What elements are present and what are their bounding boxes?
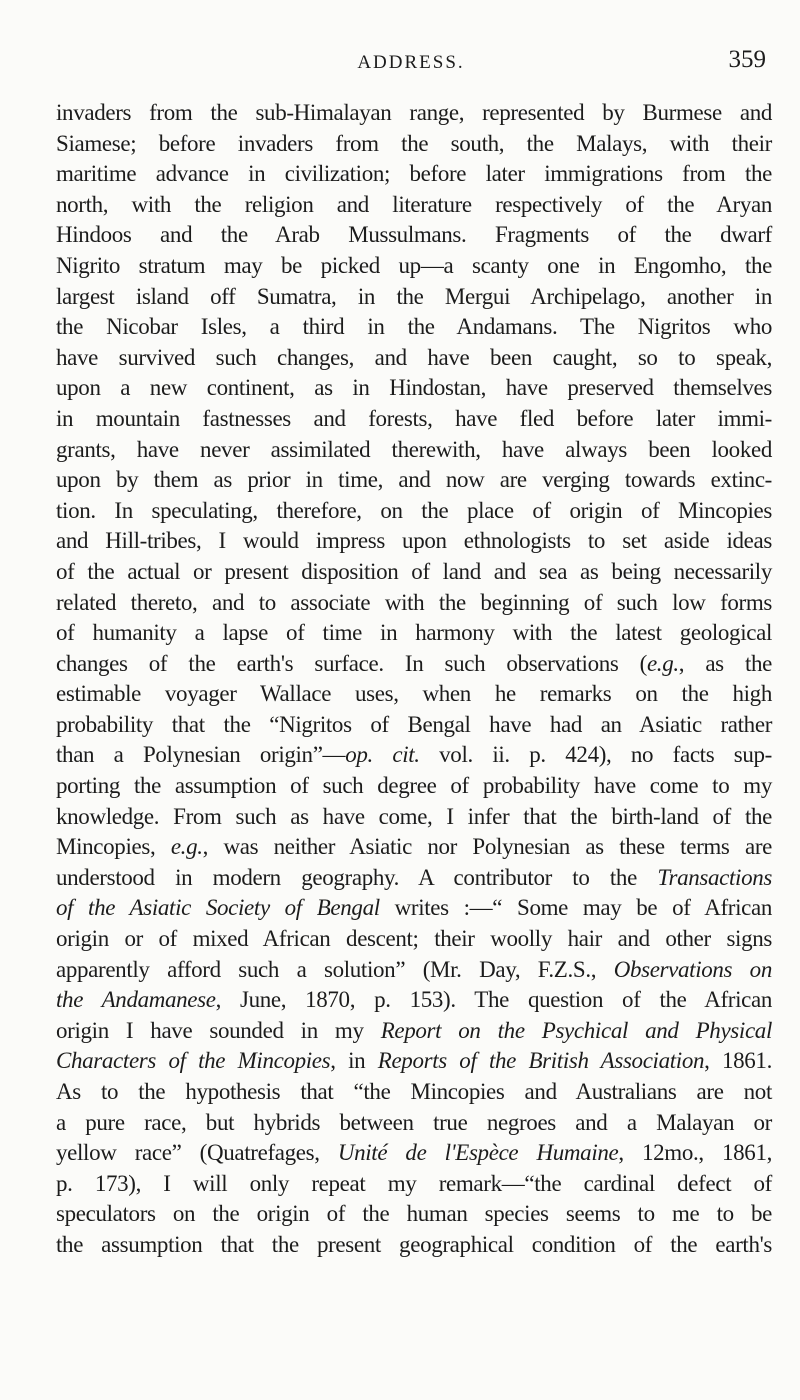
text-line (56, 740, 772, 771)
text-line (56, 373, 772, 404)
text-line (56, 924, 772, 955)
italic-run: e.g. (170, 834, 203, 860)
text-run: the Nicobar Isles, a third in the Andamans. The Nigritos who (56, 314, 772, 340)
text-line (56, 1138, 772, 1169)
text-run: knowledge. From such as have come, I infer that the birth-land of the (56, 803, 772, 829)
body-paragraph (56, 98, 772, 1261)
text-line (56, 771, 772, 802)
text-run: origin I have sounded in my (56, 1017, 381, 1043)
text-run: , June, 1870, p. 153). The question of the African (215, 987, 772, 1013)
text-run: related thereto, and to associate with the beginning of such low forms (56, 589, 772, 615)
text-run: tion. In speculating, therefore, on the place of origin of Mincopies (56, 497, 772, 523)
text-run: Hindoos and the Arab Mussulmans. Fragments of the dwarf (56, 222, 772, 248)
text-run: north, with the religion and literature respectively of the Aryan (56, 191, 772, 217)
text-line (56, 802, 772, 833)
text-run: writes :—“ Some may be of African (379, 895, 772, 921)
text-line (56, 649, 772, 680)
text-run: estimable voyager Wallace uses, when he remarks on the high (56, 681, 772, 707)
text-run: Siamese; before invaders from the south, the Malays, with their (56, 130, 772, 156)
text-line (56, 98, 772, 129)
text-line (56, 710, 772, 741)
text-run: porting the assumption of such degree of probability have come to my (56, 773, 772, 799)
page-number: 359 (728, 46, 766, 73)
text-run: the assumption that the present geographical condition of the earth's (56, 1231, 772, 1257)
text-run: have survived such changes, and have been caught, so to speak, (56, 344, 772, 370)
text-run: yellow race” (Quatrefages, (56, 1140, 338, 1166)
text-line (56, 282, 772, 313)
italic-run: Observations on (613, 956, 772, 982)
text-line (56, 526, 772, 557)
text-line (56, 863, 772, 894)
text-line (56, 955, 772, 986)
text-run: changes of the earth's surface. In such observations ( (56, 650, 647, 676)
text-line (56, 1108, 772, 1139)
text-line (56, 588, 772, 619)
text-line (56, 1046, 772, 1077)
text-run: understood in modern geography. A contributor to the (56, 864, 658, 890)
text-run: Nigrito stratum may be picked up—a scanty one in Engomho, the (56, 252, 772, 278)
text-run: grants, have never assimilated therewith, have always been looked (56, 436, 772, 462)
text-run: in mountain fastnesses and forests, have fled before later immi- (56, 405, 772, 431)
running-title: ADDRESS. (357, 52, 465, 73)
text-line (56, 496, 772, 527)
text-line (56, 435, 772, 466)
text-line (56, 220, 772, 251)
text-run: a pure race, but hybrids between true negroes and a Malayan or (56, 1109, 772, 1135)
text-run: , as the (678, 650, 772, 676)
text-run: upon a new continent, as in Hindostan, have preserved themselves (56, 375, 772, 401)
text-line (56, 1169, 772, 1200)
text-line (56, 159, 772, 190)
text-run: origin or of mixed African descent; their woolly hair and other signs (56, 926, 772, 952)
text-run: , in (330, 1048, 378, 1074)
text-run: apparently afford such a solution” (Mr. Day, F.Z.S., (56, 956, 614, 982)
text-line (56, 557, 772, 588)
text-run: As to the hypothesis that “the Mincopies and Australians are not (56, 1079, 772, 1104)
text-run: p. 173), I will only repeat my remark—“the cardinal defect of (56, 1170, 772, 1196)
text-line (56, 190, 772, 221)
text-line (56, 251, 772, 282)
text-run: , 12mo., 1861, (618, 1140, 772, 1166)
italic-run: the Andamanese (56, 987, 216, 1013)
text-line (56, 129, 772, 160)
italic-run: Transactions (657, 864, 772, 890)
text-line (56, 312, 772, 343)
text-run: of the actual or present disposition of land and sea as being necessarily (56, 558, 772, 584)
italic-run: op. cit. (345, 742, 420, 768)
text-run: largest island off Sumatra, in the Mergui Archipelago, another in (56, 283, 772, 309)
text-run: upon by them as prior in time, and now are verging towards extinc- (56, 467, 772, 493)
text-line (56, 985, 772, 1016)
text-line (56, 1199, 772, 1230)
italic-run: Reports of the British Association (377, 1048, 705, 1074)
text-run: Mincopies, (56, 834, 171, 860)
text-run: vol. ii. p. 424), no facts sup- (419, 742, 772, 768)
text-line (56, 1077, 772, 1108)
italic-run: Characters of the Mincopies (56, 1048, 331, 1074)
text-run: , 1861. (704, 1048, 772, 1074)
text-line (56, 465, 772, 496)
text-line (56, 618, 772, 649)
text-line (56, 1016, 772, 1047)
italic-run: e.g. (646, 650, 679, 676)
text-run: speculators on the origin of the human species seems to me to be (56, 1201, 772, 1227)
text-line (56, 893, 772, 924)
text-line (56, 832, 772, 863)
text-line (56, 1230, 772, 1261)
text-line (56, 404, 772, 435)
text-run: invaders from the sub-Himalayan range, represented by Burmese and (56, 100, 772, 125)
text-line (56, 343, 772, 374)
text-run: , was neither Asiatic nor Polynesian as these terms are (202, 834, 773, 860)
italic-run: of the Asiatic Society of Bengal (56, 895, 380, 921)
text-run: probability that the “Nigritos of Bengal have had an Asiatic rather (56, 711, 772, 737)
text-run: of humanity a lapse of time in harmony with the latest geological (56, 620, 772, 646)
text-run: than a Polynesian origin”— (56, 742, 346, 768)
text-line (56, 679, 772, 710)
running-head (56, 46, 766, 80)
italic-run: Report on the Psychical and Physical (380, 1017, 772, 1043)
text-run: and Hill-tribes, I would impress upon ethnologists to set aside ideas (56, 528, 772, 554)
text-run: maritime advance in civilization; before later immigrations from the (56, 161, 772, 187)
italic-run: Unité de l'Espèce Humaine (337, 1140, 619, 1166)
